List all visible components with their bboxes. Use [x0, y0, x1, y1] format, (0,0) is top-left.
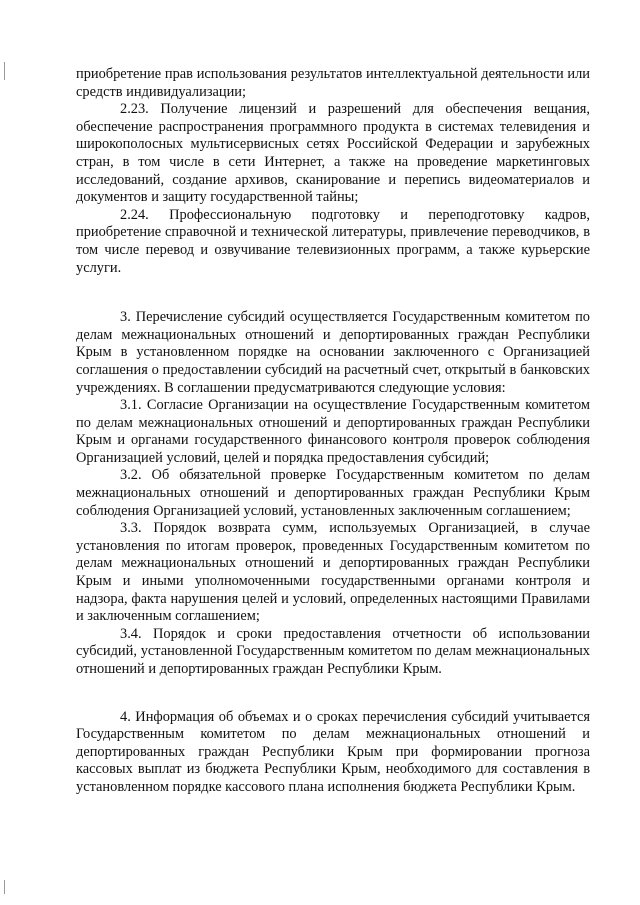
binding-mark-top	[4, 62, 5, 80]
paragraph-2-24: 2.24. Профессиональную подготовку и переподготовку кадров, приобретение справочной и технической литературы, привлечение переводчиков, в том числе перевод и озвучивание телевизионных программ, а также курьерские услуги.	[76, 206, 590, 276]
section-gap	[76, 277, 590, 309]
paragraph-3-2: 3.2. Об обязательной проверке Государственным комитетом по делам межнациональных отношений и депортированных граждан Республики Крым соблюдения Организацией условий, установленных заключенным соглашением;	[76, 467, 590, 519]
paragraph-4: 4. Информация об объемах и о сроках перечисления субсидий учитывается Государственным комитетом по делам межнациональных отношений и депортированных граждан Республики Крым при формировании прогноза кассовых выплат из бюджета Республики Крым, необходимого для составления в установленном порядке кассового плана исполнения бюджета Республики Крым.	[76, 708, 590, 795]
paragraph-2-22-continuation: приобретение прав использования результатов интеллектуальной деятельности или средств индивидуализации;	[76, 66, 590, 100]
paragraph-3-1: 3.1. Согласие Организации на осуществление Государственным комитетом по делам межнациональных отношений и депортированных граждан Республики Крым и органами государственного финансового контроля проверок соблюдения Организацией условий, целей и порядка предоставления субсидий;	[76, 397, 590, 466]
section-gap	[76, 679, 590, 709]
document-body	[76, 66, 590, 797]
paragraph-3-4: 3.4. Порядок и сроки предоставления отчетности об использовании субсидий, установленной Государственным комитетом по делам межнациональных отношений и депортированных граждан Республики Крым.	[76, 625, 590, 677]
paragraph-3: 3. Перечисление субсидий осуществляется Государственным комитетом по делам межнациональных отношений и депортированных граждан Республики Крым в установленном порядке на основании заключенного с Организацией соглашения о предоставлении субсидий на расчетный счет, открытый в банковских учреждениях. В соглашении предусматриваются следующие условия:	[76, 309, 590, 396]
binding-mark-bottom	[4, 880, 5, 894]
paragraph-3-3: 3.3. Порядок возврата сумм, используемых Организацией, в случае установления по итогам проверок, проведенных Государственным комитетом по делам межнациональных отношений и депортированных граждан Республики Крым и иными уполномоченными государственными органами контроля и надзора, факта нарушения целей и условий, определенных настоящими Правилами и заключенным соглашением;	[76, 520, 590, 625]
paragraph-2-23: 2.23. Получение лицензий и разрешений для обеспечения вещания, обеспечение распространения программного продукта в системах телевидения и широкополосных мультисервисных сетях Российской Федерации и зарубежных стран, в том числе в сети Интернет, а также на проведение маркетинговых исследований, создание архивов, сканирование и перепись видеоматериалов и документов и защиту государственной тайны;	[76, 101, 590, 206]
